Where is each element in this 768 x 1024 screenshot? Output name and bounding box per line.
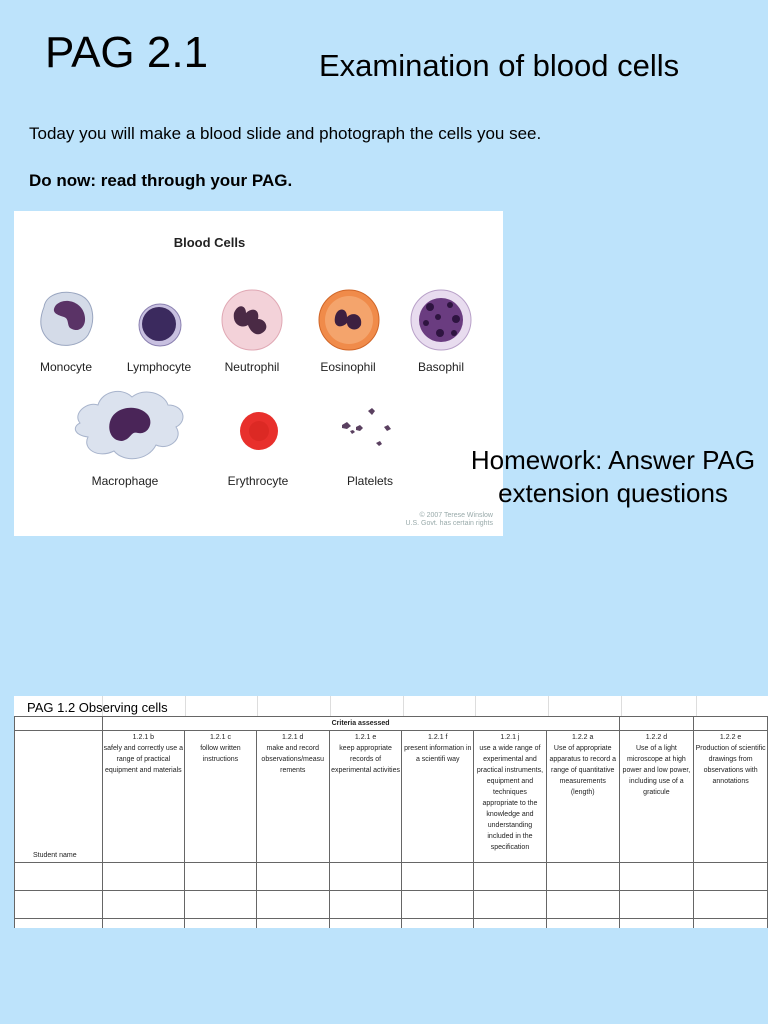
label-neutrophil: Neutrophil	[224, 360, 280, 374]
corner-cell	[15, 717, 103, 731]
page-title: Examination of blood cells	[319, 48, 680, 83]
label-lymphocyte: Lymphocyte	[126, 360, 192, 374]
criteria-cell: 1.2.1 e keep appropriate records of experimental activities	[329, 731, 402, 863]
homework-text: Homework: Answer PAG extension questions	[470, 445, 756, 508]
figure-title: Blood Cells	[173, 235, 246, 250]
basophil-illustration	[410, 289, 472, 351]
copyright-note: © 2007 Terese Winslow U.S. Govt. has certain rights	[405, 512, 493, 527]
do-now-text: Do now: read through your PAG.	[29, 171, 293, 190]
table-row	[15, 919, 768, 929]
neutrophil-illustration	[220, 289, 284, 351]
table-row	[15, 863, 768, 891]
platelets-illustration	[332, 403, 402, 453]
criteria-cell: 1.2.1 d make and record observations/measu rements	[256, 731, 329, 863]
erythrocyte-illustration	[237, 409, 281, 453]
criteria-cell: 1.2.1 b safely and correctly use a range of practical equipment and materials	[102, 731, 185, 863]
criteria-header: Criteria assessed	[102, 717, 619, 731]
criteria-cell: 1.2.2 a Use of appropriate apparatus to record a range of quantitative measurements (length)	[546, 731, 619, 863]
table-row	[15, 891, 768, 919]
macrophage-illustration	[68, 383, 190, 469]
label-eosinophil: Eosinophil	[320, 360, 376, 374]
label-macrophage: Macrophage	[91, 474, 159, 488]
label-platelets: Platelets	[346, 474, 394, 488]
criteria-cell: 1.2.1 f present information in a scientifi way	[402, 731, 474, 863]
intro-text: Today you will make a blood slide and photograph the cells you see.	[29, 124, 542, 143]
lymphocyte-illustration	[138, 303, 184, 349]
label-basophil: Basophil	[417, 360, 465, 374]
criteria-cell: 1.2.1 j use a wide range of experimental and practical instruments, equipment and techniques appropriate to the knowledge and understanding included in the specification	[474, 731, 547, 863]
criteria-cell: 1.2.2 d Use of a light microscope at high power and low power, including use of a graticule	[619, 731, 694, 863]
pag-code: PAG 2.1	[45, 28, 209, 77]
criteria-table	[14, 716, 768, 928]
assessment-worksheet	[14, 696, 768, 928]
criteria-cell: 1.2.1 c follow written instructions	[185, 731, 257, 863]
label-erythrocyte: Erythrocyte	[227, 474, 289, 488]
monocyte-illustration	[36, 287, 98, 349]
eosinophil-illustration	[317, 289, 381, 351]
blood-cells-figure	[14, 211, 503, 536]
criteria-cell: 1.2.2 e Production of scientific drawings from observations with annotations	[694, 731, 768, 863]
student-name-header: Student name	[15, 731, 103, 863]
label-monocyte: Monocyte	[39, 360, 93, 374]
worksheet-title: PAG 1.2 Observing cells	[27, 700, 168, 715]
